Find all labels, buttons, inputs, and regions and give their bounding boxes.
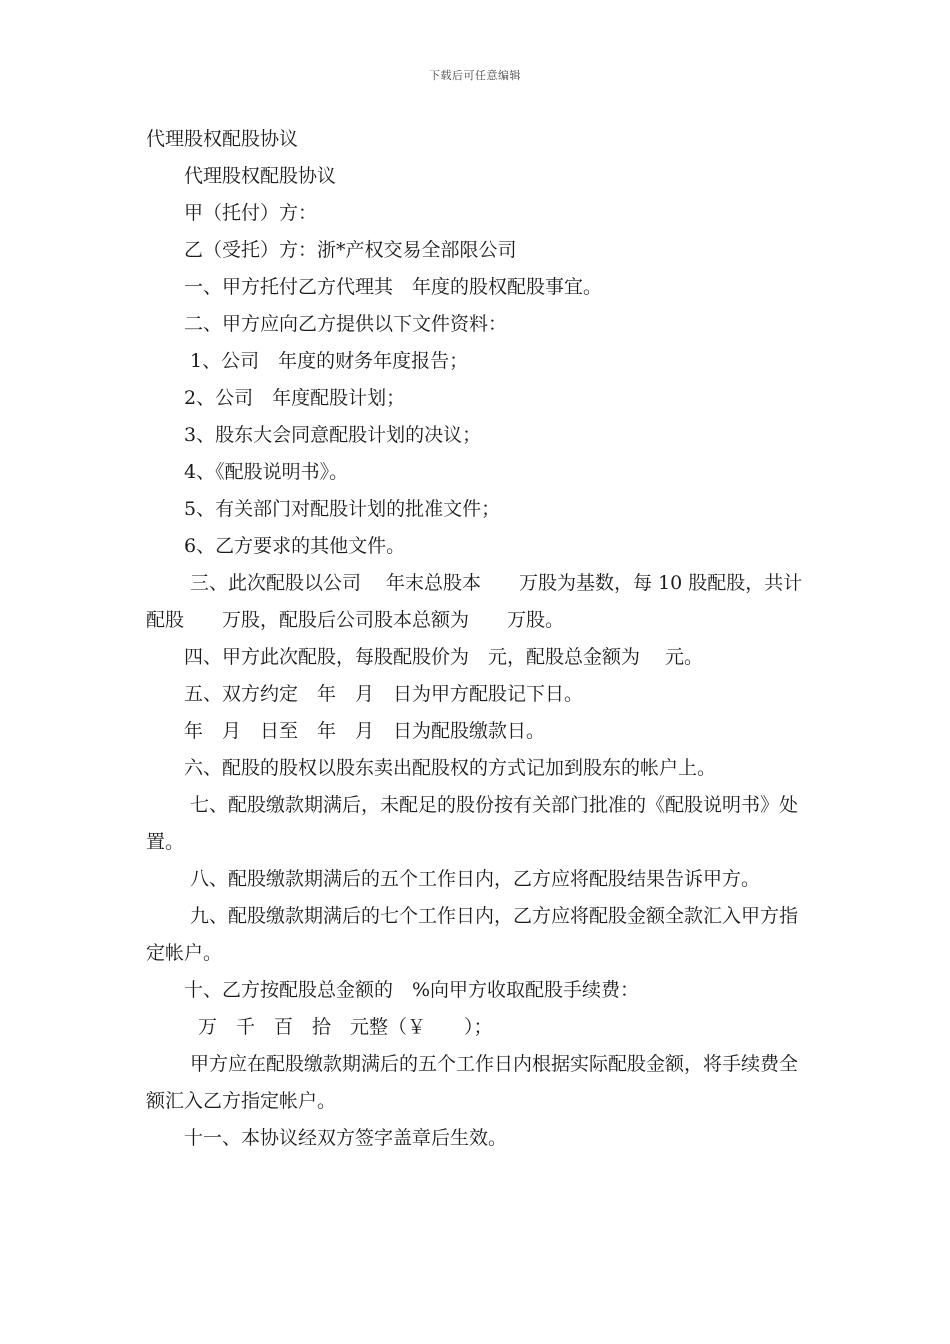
clause-11: 十一、本协议经双方签字盖章后生效。 bbox=[184, 1127, 508, 1149]
list-item-2: 2、公司 年度配股计划； bbox=[184, 387, 406, 409]
clause-4: 四、甲方此次配股，每股配股价为 元，配股总金额为 元。 bbox=[184, 646, 704, 668]
clause-2: 二、甲方应向乙方提供以下文件资料： bbox=[184, 313, 508, 335]
clause-5: 五、双方约定 年 月 日为甲方配股记下日。 bbox=[184, 683, 584, 705]
clause-8: 八、配股缴款期满后的五个工作日内，乙方应将配股结果告诉甲方。 bbox=[190, 868, 761, 890]
clause-1: 一、甲方托付乙方代理其 年度的股权配股事宜。 bbox=[184, 276, 603, 298]
fee-amount-line: 万 千 百 拾 元整（￥ ）； bbox=[198, 1016, 493, 1038]
clause-9: 九、配股缴款期满后的七个工作日内，乙方应将配股金额全款汇入甲方指定帐户。 bbox=[146, 905, 799, 964]
document-title: 代理股权配股协议 bbox=[146, 128, 299, 150]
list-item-1: 1、公司 年度的财务年度报告； bbox=[190, 350, 469, 372]
list-item-4: 4、《配股说明书》。 bbox=[184, 461, 349, 483]
document-body bbox=[146, 121, 808, 1157]
party-b-line: 乙（受托）方：浙*产权交易全部限公司 bbox=[184, 239, 517, 261]
clause-7: 七、配股缴款期满后，未配足的股份按有关部门批准的《配股说明书》处置。 bbox=[146, 794, 799, 853]
list-item-5: 5、有关部门对配股计划的批准文件； bbox=[184, 498, 501, 520]
clause-10: 十、乙方按配股总金额的 %向甲方收取配股手续费： bbox=[184, 979, 640, 1001]
list-item-6: 6、乙方要求的其他文件。 bbox=[184, 535, 406, 557]
clause-5-payment-period: 年 月 日至 年 月 日为配股缴款日。 bbox=[184, 720, 546, 742]
clause-3: 三、此次配股以公司 年末总股本 万股为基数，每 10 股配股，共计配股 万股，配股后公司股本总额为 万股。 bbox=[146, 572, 803, 631]
page-header-note: 下载后可任意编辑 bbox=[429, 69, 521, 82]
list-item-3: 3、股东大会同意配股计划的决议； bbox=[184, 424, 482, 446]
fee-payment-note: 甲方应在配股缴款期满后的五个工作日内根据实际配股金额，将手续费全额汇入乙方指定帐户。 bbox=[146, 1053, 799, 1112]
document-subtitle: 代理股权配股协议 bbox=[184, 165, 337, 187]
clause-6: 六、配股的股权以股东卖出配股权的方式记加到股东的帐户上。 bbox=[184, 757, 717, 779]
party-a-line: 甲（托付）方： bbox=[184, 202, 318, 224]
